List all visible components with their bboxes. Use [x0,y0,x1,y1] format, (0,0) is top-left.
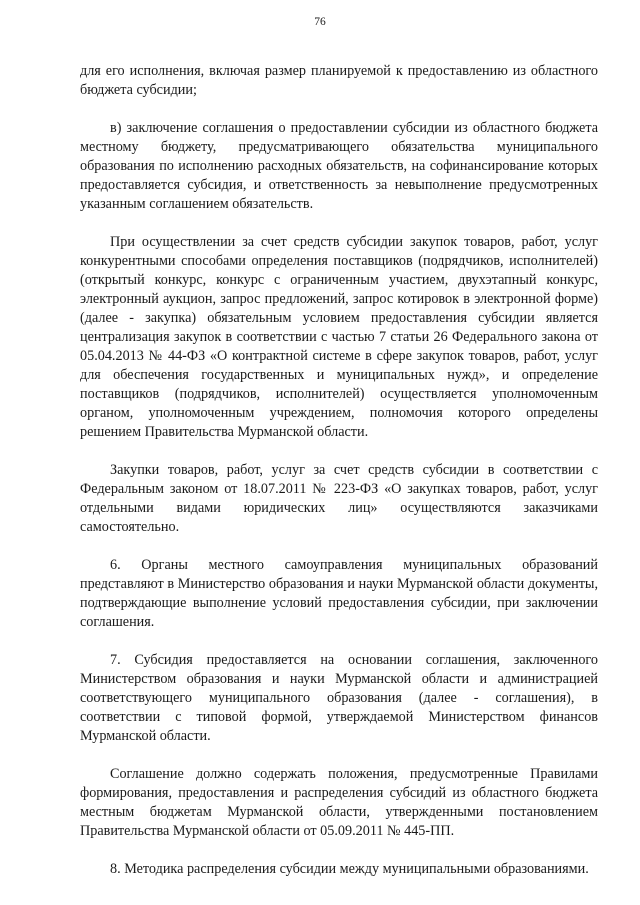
paragraph-item-6: 6. Органы местного самоуправления муниципальных образований представляют в Министерство образования и науки Мурманской области документы, подтверждающие выполнение условий предоставления субсидии, при заключении соглашения. [80,557,598,630]
document-body [80,62,598,898]
paragraph-procurement-223fz: Закупки товаров, работ, услуг за счет средств субсидии в соответствии с Федеральным законом от 18.07.2011 № 223-ФЗ «О закупках товаров, работ, услуг отдельными видами юридических лиц» осуществляются заказчиками самостоятельно. [80,462,598,535]
page-number: 76 [314,16,326,28]
paragraph-item-7: 7. Субсидия предоставляется на основании соглашения, заключенного Министерством образования и науки Мурманской области и администрацией соответствующего муниципального образования (далее - соглашения), в соответствии с типовой формой, утверждаемой Министерством финансов Мурманской области. [80,652,598,744]
paragraph-item-8: 8. Методика распределения субсидии между муниципальными образованиями. [110,861,589,877]
paragraph-procurement-centralization: При осуществлении за счет средств субсидии закупок товаров, работ, услуг конкурентными способами определения поставщиков (подрядчиков, исполнителей) (открытый конкурс, конкурс с ограниченным участием, двухэтапный конкурс, электронный аукцион, запрос предложений, запрос котировок в электронной форме) (далее - закупка) обязательным условием предоставления субсидии является централизация закупок в соответствии с частью 7 статьи 26 Федерального закона от 05.04.2013 № 44-ФЗ «О контрактной системе в сфере закупок товаров, работ, услуг для обеспечения государственных и муниципальных нужд», и определение поставщиков (подрядчиков, исполнителей) осуществляется уполномоченным органом, уполномоченным учреждением, полномочия которого определены решением Правительства Мурманской области. [80,234,598,440]
paragraph-item-v: в) заключение соглашения о предоставлении субсидии из областного бюджета местному бюджету, предусматривающего обязательства муниципального образования по исполнению расходных обязательств, на софинансирование которых предоставляется субсидия, и ответственность за невыполнение предусмотренных указанным соглашением обязательств. [80,120,598,212]
paragraph-continuation: для его исполнения, включая размер планируемой к предоставлению из областного бюджета субсидии; [80,63,598,98]
paragraph-agreement-provisions: Соглашение должно содержать положения, предусмотренные Правилами формирования, предоставления и распределения субсидий из областного бюджета местным бюджетам Мурманской области, утвержденными постановлением Правительства Мурманской области от 05.09.2011 № 445-ПП. [80,766,598,839]
